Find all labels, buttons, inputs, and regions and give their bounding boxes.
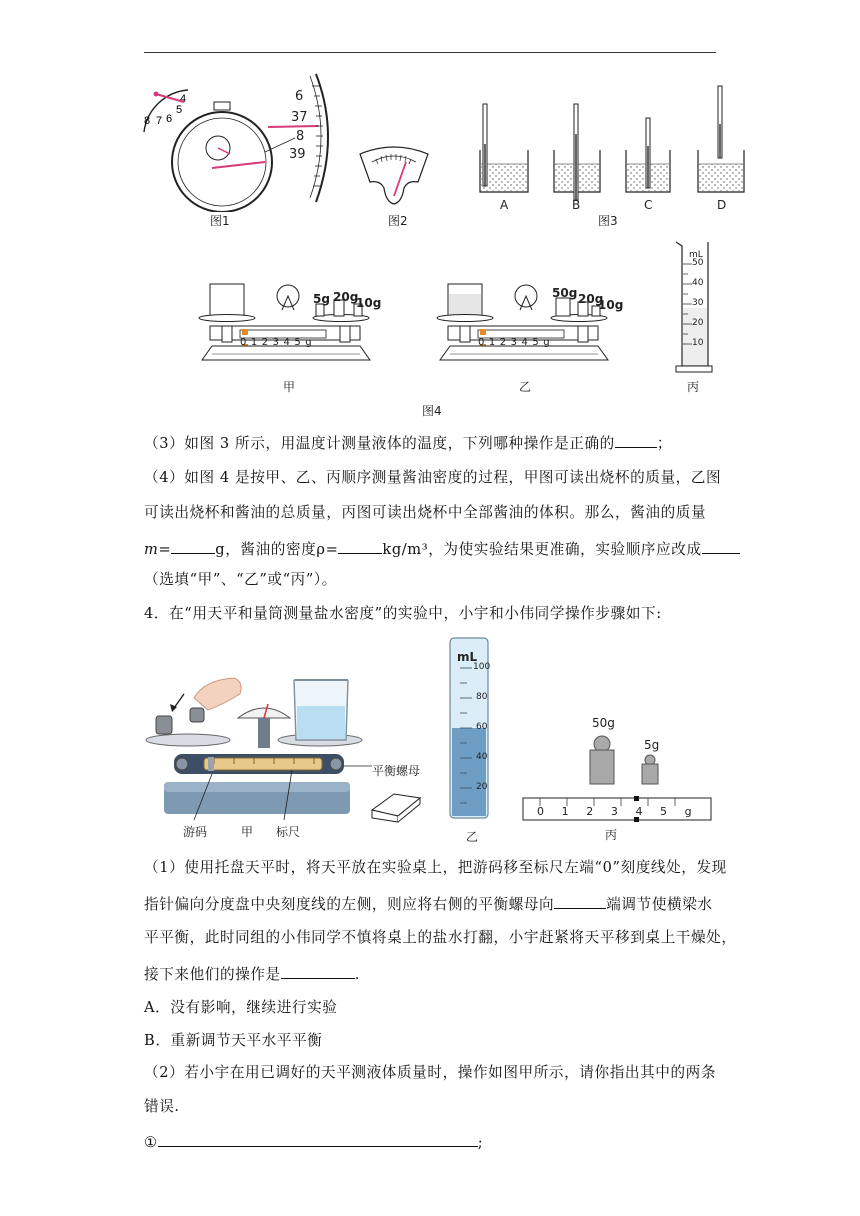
cylinder-tick: 60 xyxy=(476,722,488,732)
fig1-number: 37 xyxy=(291,110,308,125)
option-a: A．没有影响，继续进行实验 xyxy=(144,999,338,1016)
p4-q2-error1-blank[interactable] xyxy=(158,1131,478,1147)
bing-tick: 10 xyxy=(692,338,704,348)
weight-50g-label: 50g xyxy=(592,716,615,730)
beaker-d xyxy=(698,86,744,192)
figure-5-weights xyxy=(584,730,674,786)
left-dial-num: 4 xyxy=(180,93,187,105)
p4-q2-line2: 错误. xyxy=(144,1098,180,1115)
q4-line4: （选填“甲”、“乙”或“丙”）。 xyxy=(144,571,338,588)
left-dial-num: 5 xyxy=(176,104,183,116)
p4-q1-line2: 指针偏向分度盘中央刻度线的左侧，则应将右侧的平衡螺母向 端调节使横梁水 xyxy=(144,893,713,915)
jia-weight-20g: 20g xyxy=(333,290,359,304)
p4-q1-line3: 平平衡，此时同组的小伟同学不慎将桌上的盐水打翻，小宇赶紧将天平移到桌上干燥处， xyxy=(144,929,737,946)
figure-3-thermometers xyxy=(470,84,760,214)
jia-label: 甲 xyxy=(283,380,296,394)
figure-2-gauge xyxy=(358,144,430,206)
jia-weight-5g: 5g xyxy=(313,292,330,306)
weight-5g-label: 5g xyxy=(644,738,660,752)
fig5-yi-label: 乙 xyxy=(466,830,479,844)
fig1-number: 6 xyxy=(295,89,304,104)
q4-density-blank[interactable] xyxy=(338,538,382,554)
beaker-a xyxy=(480,104,528,192)
fig5-jia-label: 甲 xyxy=(241,825,254,839)
fig3-label-a: A xyxy=(500,198,509,212)
p4-q1-direction-blank[interactable] xyxy=(554,893,606,909)
cylinder-tick: 80 xyxy=(476,692,488,702)
fig3-label-c: C xyxy=(644,198,653,212)
fig3-label-b: B xyxy=(572,198,581,212)
p4-q1-line1: （1）使用托盘天平时，将天平放在实验桌上，把游码移至标尺左端“0”刻度线处，发现 xyxy=(144,859,727,876)
rider-label: 游码 xyxy=(183,825,208,839)
figure-1-scale-detail xyxy=(286,72,338,204)
left-dial-num: 7 xyxy=(156,115,163,127)
bing-tick: 30 xyxy=(692,298,704,308)
beaker-c xyxy=(626,118,670,192)
yi-weight-10g: 10g xyxy=(598,298,624,312)
ruler-label: 标尺 xyxy=(276,825,301,839)
cylinder-unit: mL xyxy=(457,650,478,664)
nut-label: 平衡螺母 xyxy=(372,764,421,778)
q3-line: （3）如图 3 所示，用温度计测量液体的温度，下列哪种操作是正确的 ； xyxy=(144,432,672,454)
figure-1-caption: 图1 xyxy=(210,214,230,228)
bing-tick: 40 xyxy=(692,278,704,288)
fig5-ruler-ticks: 012345g xyxy=(537,805,710,818)
yi-weight-20g: 20g xyxy=(578,292,604,306)
figure-3-caption: 图3 xyxy=(598,214,618,228)
p4-q2-line1: （2）若小宇在用已调好的天平测液体质量时，操作如图甲所示，请你指出其中的两条 xyxy=(144,1064,717,1081)
cylinder-tick: 40 xyxy=(476,752,488,762)
q4-line2: 可读出烧杯和酱油的总质量，丙图可读出烧杯中全部酱油的体积。那么，酱油的质量 xyxy=(144,504,707,521)
bing-tick: 50 xyxy=(692,258,704,268)
q3-answer-blank[interactable] xyxy=(615,432,657,448)
figure-2-caption: 图2 xyxy=(388,214,408,228)
yi-label: 乙 xyxy=(519,380,532,394)
fig1-number: 39 xyxy=(289,147,306,162)
left-dial-num: 8 xyxy=(144,115,151,127)
q4-order-blank[interactable] xyxy=(702,538,740,554)
fig1-number: 8 xyxy=(296,129,305,144)
yi-weight-50g: 50g xyxy=(552,286,578,300)
p4-q2-item1: ① ; xyxy=(144,1131,483,1153)
left-dial-num: 6 xyxy=(166,113,173,125)
q4-line1: （4）如图 4 是按甲、乙、丙顺序测量酱油密度的过程，甲图可读出烧杯的质量，乙图 xyxy=(144,469,722,486)
q4-line3: m= g，酱油的密度ρ= kg/m³，为使实验结果更准确，实验顺序应改成 xyxy=(144,538,740,560)
option-b: B．重新调节天平水平平衡 xyxy=(144,1032,323,1049)
hand xyxy=(194,678,241,710)
p4-q1-operation-blank[interactable] xyxy=(281,963,355,979)
header-rule xyxy=(144,52,716,53)
beaker-b xyxy=(554,104,600,200)
figure-5-beaker xyxy=(290,676,352,746)
figure-4-caption: 图4 xyxy=(422,404,442,418)
cylinder-tick: 100 xyxy=(473,662,491,672)
fig3-label-d: D xyxy=(717,198,727,212)
p4-intro: 4．在“用天平和量筒测量盐水密度”的实验中，小宇和小伟同学操作步骤如下: xyxy=(144,605,662,622)
bing-tick: 20 xyxy=(692,318,704,328)
p4-q1-line4: 接下来他们的操作是 . xyxy=(144,963,360,985)
bing-label: 丙 xyxy=(687,380,700,394)
jia-scale-ticks: 012345g xyxy=(240,337,317,348)
jia-weight-10g: 10g xyxy=(356,296,382,310)
figure-5-box xyxy=(368,784,424,824)
bing-unit: mL xyxy=(689,250,703,260)
cylinder-tick: 20 xyxy=(476,782,488,792)
q4-mass-blank[interactable] xyxy=(171,538,215,554)
yi-scale-ticks: 012345g xyxy=(478,337,555,348)
fig5-bing-label: 丙 xyxy=(605,828,618,842)
